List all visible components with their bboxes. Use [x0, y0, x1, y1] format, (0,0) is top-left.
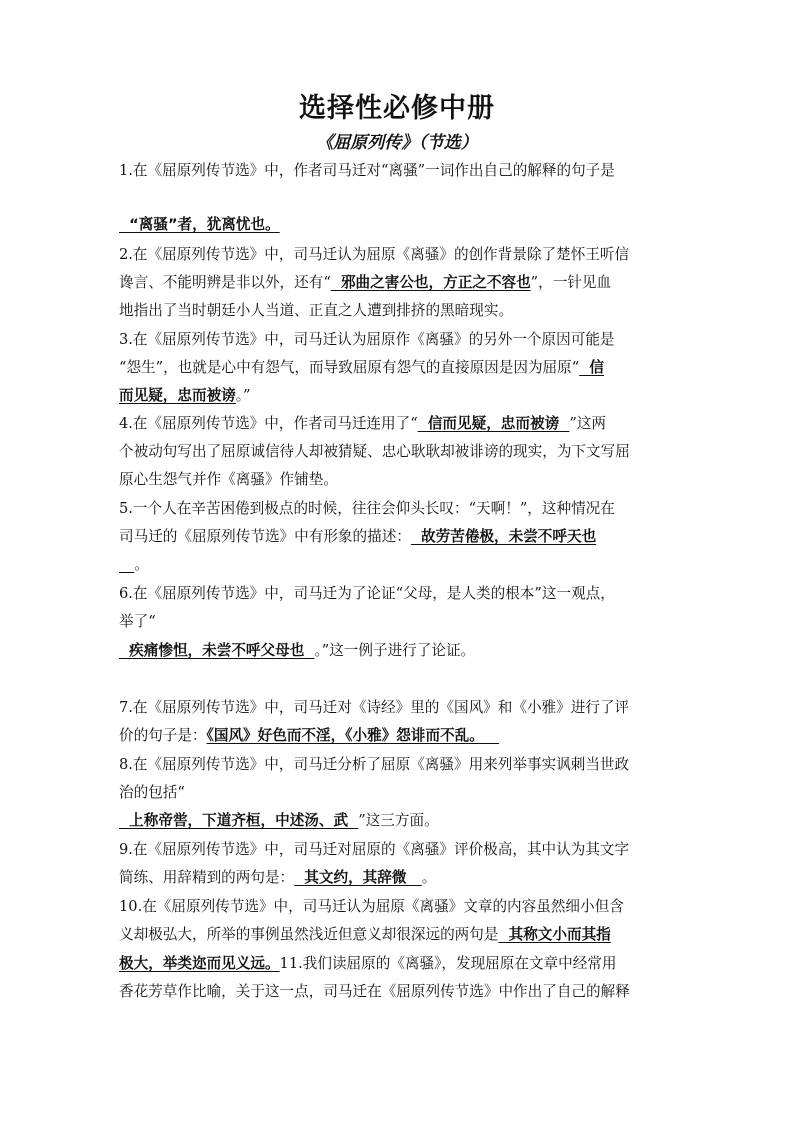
question-10-prompt-part: 义却极弘大，所举的事例虽然浅近但意义却很深远的两句是	[119, 926, 499, 943]
question-8-text-line-2	[119, 782, 689, 804]
question-10-answer-part-2: 极大，举类迩而见义远。	[119, 955, 280, 972]
question-2-text-line-2	[119, 272, 689, 294]
question-6-text-line-2	[119, 611, 689, 633]
question-8-text	[119, 754, 689, 776]
question-1-answer-line	[119, 214, 689, 236]
question-5-text-line-2	[119, 526, 689, 548]
question-5-answer: 故劳苦倦极，未尝不呼天也	[410, 528, 597, 545]
question-4-text	[119, 413, 689, 435]
question-9-text-line-2	[119, 867, 689, 889]
question-8-prompt: 8.在《屈原列传节选》中，司马迁分析了屈原《离骚》用来列举事实讽刺当世政	[119, 756, 630, 773]
question-6-prompt: 6.在《屈原列传节选》中，司马迁为了论证“父母，是人类的根本”这一观点，	[119, 585, 615, 602]
question-6-answer: 疾痛惨怛，未尝不呼父母也	[119, 642, 315, 659]
question-2-answer: 邪曲之害公也，方正之不容也	[330, 274, 531, 291]
question-3-answer-part-2: 而见疑，忠而被谤	[119, 387, 236, 404]
question-6-text-line-3	[119, 640, 689, 662]
question-8-prompt-tail: ”这三方面。	[358, 812, 439, 829]
question-9-answer: 其文约，其辞微	[294, 869, 422, 886]
question-2-text-line-3	[119, 300, 689, 322]
question-10-text-line-3	[119, 953, 689, 975]
question-5-prompt-tail: 。	[134, 556, 149, 573]
question-4-prompt-tail: ”这两	[569, 415, 606, 432]
question-2-prompt-end: 地指出了当时朝廷小人当道、正直之人遭到排挤的黑暗现实。	[119, 302, 514, 319]
question-6-prompt-cont: 举了“	[119, 613, 156, 630]
question-9-text	[119, 839, 689, 861]
question-3-answer-part-1: 信	[579, 359, 604, 376]
question-11-text-line-2	[119, 981, 689, 1003]
question-2-prompt-part: 谗言、不能明辨是非以外，还有“	[119, 274, 331, 291]
question-10-text-line-2	[119, 924, 689, 946]
question-2-text	[119, 244, 689, 266]
question-1-answer: “离骚”者，犹离忧也。	[119, 216, 280, 233]
question-3-text-line-3	[119, 385, 689, 407]
question-6-prompt-tail: 。”这一例子进行了论证。	[314, 642, 476, 659]
question-9-prompt: 9.在《屈原列传节选》中，司马迁对屈原的《离骚》评价极高，其中认为其文字	[119, 841, 630, 858]
question-7-text-line-2	[119, 725, 689, 747]
question-10-answer-part-1: 其称文小而其指	[498, 926, 611, 943]
question-4-prompt: 4.在《屈原列传节选》中，作者司马迁连用了“	[119, 415, 418, 432]
question-4-prompt-cont: 个被动句写出了屈原诚信待人却被猜疑、忠心耿耿却被诽谤的现实，为下文写屈	[119, 443, 630, 460]
page-subtitle: 《屈原列传》（节选）	[316, 133, 478, 153]
question-1-prompt: 1.在《屈原列传节选》中，作者司马迁对“离骚”一词作出自己的解释的句子是	[119, 162, 615, 179]
question-7-prompt-part: 价的句子是：	[119, 727, 207, 744]
question-5-prompt-part: 司马迁的《屈原列传节选》中有形象的描述：	[119, 528, 411, 545]
question-5-prompt: 5.一个人在辛苦困倦到极点的时候，往往会仰头长叹：“天啊！”，这种情况在	[119, 500, 615, 517]
question-3-text-line-2	[119, 357, 689, 379]
question-9-prompt-tail: 。	[421, 869, 437, 886]
question-8-text-line-3	[119, 810, 689, 832]
question-5-answer-blank	[119, 556, 134, 573]
question-7-text	[119, 697, 689, 719]
question-10-text	[119, 896, 689, 918]
question-11-prompt: 11.我们读屈原的《离骚》，发现屈原在文章中经常用	[279, 955, 617, 972]
question-4-text-line-2	[119, 441, 689, 463]
question-9-prompt-part: 简练、用辞精到的两句是：	[119, 869, 295, 886]
question-4-text-line-3	[119, 469, 689, 491]
question-8-prompt-cont: 治的包括“	[119, 784, 185, 801]
question-5-text	[119, 498, 689, 520]
question-2-prompt: 2.在《屈原列传节选》中，司马迁认为屈原《离骚》的创作背景除了楚怀王听信	[119, 246, 630, 263]
question-4-answer: 信而见疑，忠而被谤	[417, 415, 570, 432]
question-8-answer: 上称帝喾，下道齐桓，中述汤、武	[119, 812, 359, 829]
question-3-text	[119, 329, 689, 351]
question-1-text	[119, 160, 689, 182]
question-4-prompt-end: 原心生怨气并作《离骚》作铺垫。	[119, 471, 338, 488]
question-10-prompt: 10.在《屈原列传节选》中，司马迁认为屈原《离骚》文章的内容虽然细小但含	[119, 898, 624, 915]
question-5-text-line-3	[119, 554, 689, 576]
question-6-text	[119, 583, 689, 605]
question-3-prompt-part: “怨生”，也就是心中有怨气，而导致屈原有怨气的直接原因是因为屈原“	[119, 359, 580, 376]
question-7-answer: 《国风》好色而不淫，《小雅》怨诽而不乱。	[206, 727, 500, 744]
question-3-prompt-tail: 。”	[235, 387, 251, 404]
question-2-prompt-tail: ”，一针见血	[530, 274, 612, 291]
page-title: 选择性必修中册	[299, 93, 495, 124]
question-3-prompt: 3.在《屈原列传节选》中，司马迁认为屈原作《离骚》的另外一个原因可能是	[119, 331, 615, 348]
question-11-prompt-cont: 香花芳草作比喻，关于这一点，司马迁在《屈原列传节选》中作出了自己的解释	[119, 983, 630, 1000]
question-7-prompt: 7.在《屈原列传节选》中，司马迁对《诗经》里的《国风》和《小雅》进行了评	[119, 699, 630, 716]
